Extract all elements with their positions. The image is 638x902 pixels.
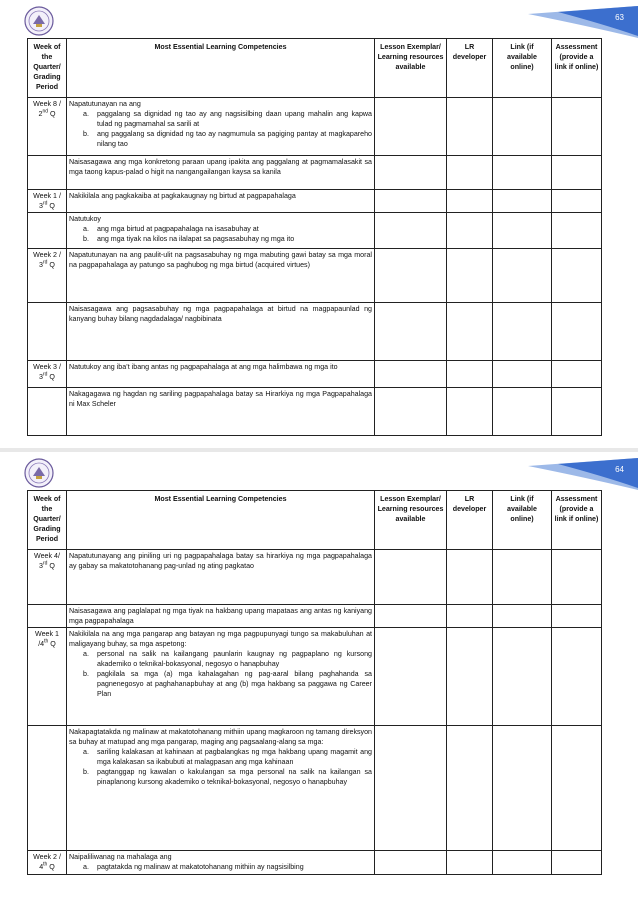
table-row <box>28 249 602 303</box>
link-cell <box>493 98 552 156</box>
quarter-label <box>30 561 64 571</box>
lesson-exemplar-cell <box>375 851 447 875</box>
competency-cell <box>67 190 375 213</box>
page-corner-ribbon <box>528 458 638 490</box>
competency-text: Nakikilala na ang mga pangarap ang batayan ng mga pagpupunyagi tungo sa makabuluhan at maligayang buhay, sa mga aspetong: <box>69 630 372 648</box>
competency-text: Naisasagawa ang mga konkretong paraan upang ipakita ang paggalang at pagmamalasakit sa mga taong kapus-palad o higit na nangangailangan kaysa sa kanila <box>69 158 372 176</box>
lesson-exemplar-cell <box>375 156 447 190</box>
table-row <box>28 388 602 436</box>
header-link: Link (if available online) <box>493 491 552 550</box>
week-cell <box>28 213 67 249</box>
competency-cell <box>67 628 375 726</box>
assessment-cell <box>552 156 602 190</box>
competency-text: Napatutunayang ang piniling uri ng pagpapahalaga batay sa hirarkiya ng mga pagpapahalaga ay gabay sa makatotohanang pag-unlad ng ating pagkatao <box>69 552 372 570</box>
lr-developer-cell <box>447 190 493 213</box>
table-row <box>28 98 602 156</box>
quarter-tail: Q <box>47 863 55 871</box>
quarter-tail: Q <box>47 373 55 381</box>
subitem-letter: b. <box>83 130 89 138</box>
competency-text: Naisasagawa ang pagsasabuhay ng mga pagpapahalaga at birtud na magpapaunlad ng kanyang buhay bilang nagdadalaga/ nagbibinata <box>69 305 372 323</box>
assessment-cell <box>552 851 602 875</box>
header-assessment: Assessment (provide a link if online) <box>552 491 602 550</box>
header-competencies: Most Essential Learning Competencies <box>67 39 375 98</box>
link-cell <box>493 726 552 851</box>
week-label: Week 2 / <box>33 251 61 259</box>
lesson-exemplar-cell <box>375 605 447 628</box>
quarter-suffix: rd <box>43 560 48 567</box>
quarter-label <box>30 260 64 270</box>
competency-cell <box>67 98 375 156</box>
link-cell <box>493 213 552 249</box>
page-corner-ribbon <box>528 6 638 38</box>
assessment-cell <box>552 249 602 303</box>
week-label: Week 1 / <box>33 192 61 200</box>
header-lesson-exemplar: Lesson Exemplar/ Learning resources available <box>375 491 447 550</box>
page-number: 64 <box>615 465 624 474</box>
week-cell <box>28 303 67 361</box>
competency-subitem <box>69 129 372 149</box>
page-number: 63 <box>615 13 624 22</box>
link-cell <box>493 361 552 388</box>
competency-text: Napatutunayan na ang <box>69 100 141 108</box>
week-cell <box>28 628 67 726</box>
subitem-text: pagtatakda ng malinaw at makatotohanang mithiin ay nagsisilbing <box>97 863 304 871</box>
quarter-number: /4 <box>38 640 45 648</box>
lesson-exemplar-cell <box>375 628 447 726</box>
table-body <box>28 550 602 875</box>
competency-cell <box>67 388 375 436</box>
lr-developer-cell <box>447 249 493 303</box>
subitem-letter: a. <box>83 110 89 118</box>
competency-subitem <box>69 234 372 244</box>
subitem-letter: a. <box>83 650 89 658</box>
quarter-label <box>30 201 64 211</box>
subitem-letter: a. <box>83 863 89 871</box>
table-row <box>28 605 602 628</box>
lr-developer-cell <box>447 550 493 605</box>
competency-cell <box>67 249 375 303</box>
table-row <box>28 213 602 249</box>
week-label: Week 2 / <box>33 853 61 861</box>
week-cell <box>28 388 67 436</box>
quarter-tail: Q <box>48 640 56 648</box>
subitem-text: ang paggalang sa dignidad ng tao ay nagmumula sa pagiging pantay at magkapareho nilang tao <box>97 130 372 148</box>
link-cell <box>493 605 552 628</box>
link-cell <box>493 190 552 213</box>
header-link: Link (if available online) <box>493 39 552 98</box>
table-row <box>28 361 602 388</box>
week-cell <box>28 190 67 213</box>
quarter-number: 3 <box>39 261 43 269</box>
lr-developer-cell <box>447 213 493 249</box>
table-row <box>28 156 602 190</box>
assessment-cell <box>552 98 602 156</box>
link-cell <box>493 303 552 361</box>
lr-developer-cell <box>447 726 493 851</box>
week-cell <box>28 156 67 190</box>
subitem-text: ang mga tiyak na kilos na ilalapat sa pagsasabuhay ng mga ito <box>97 235 295 243</box>
subitem-letter: b. <box>83 768 89 776</box>
header-lr-developer: LR developer <box>447 491 493 550</box>
quarter-label <box>30 109 64 119</box>
lesson-exemplar-cell <box>375 303 447 361</box>
competency-cell <box>67 303 375 361</box>
subitem-text: personal na salik na kailangang paunlarin kaugnay ng pagpaplano ng kursong akademiko o teknikal-bokasyonal, negosyo o hanapbuhay <box>97 650 372 668</box>
competency-text: Nakagagawa ng hagdan ng sariling pagpapahalaga batay sa Hirarkiya ng mga Pagpapahalaga ni Max Scheler <box>69 390 372 408</box>
lesson-exemplar-cell <box>375 361 447 388</box>
link-cell <box>493 388 552 436</box>
subitem-letter: a. <box>83 748 89 756</box>
assessment-cell <box>552 605 602 628</box>
table-header-row <box>28 491 602 550</box>
link-cell <box>493 550 552 605</box>
quarter-label <box>30 862 64 872</box>
competency-cell <box>67 550 375 605</box>
quarter-label <box>30 372 64 382</box>
table-row <box>28 726 602 851</box>
quarter-suffix: th <box>44 638 49 645</box>
melc-table <box>27 38 602 436</box>
header-week: Week of the Quarter/ Grading Period <box>28 39 67 98</box>
quarter-tail: Q <box>48 110 56 118</box>
subitem-letter: b. <box>83 670 89 678</box>
lr-developer-cell <box>447 851 493 875</box>
page-64 <box>0 452 638 900</box>
week-cell <box>28 361 67 388</box>
lesson-exemplar-cell <box>375 213 447 249</box>
week-label: Week 8 / <box>33 100 61 108</box>
quarter-label <box>30 639 64 649</box>
lr-developer-cell <box>447 628 493 726</box>
week-label: Week 3 / <box>33 363 61 371</box>
competency-cell <box>67 361 375 388</box>
competency-subitem <box>69 767 372 787</box>
week-cell <box>28 851 67 875</box>
lesson-exemplar-cell <box>375 550 447 605</box>
header-lr-developer: LR developer <box>447 39 493 98</box>
competency-subitem <box>69 649 372 669</box>
quarter-number: 3 <box>39 202 43 210</box>
assessment-cell <box>552 550 602 605</box>
week-label: Week 4/ <box>34 552 60 560</box>
header-lesson-exemplar: Lesson Exemplar/ Learning resources available <box>375 39 447 98</box>
lr-developer-cell <box>447 156 493 190</box>
lr-developer-cell <box>447 361 493 388</box>
competency-subitem <box>69 669 372 699</box>
competency-subitem <box>69 224 372 234</box>
deped-seal-logo <box>24 458 54 488</box>
subitem-letter: a. <box>83 225 89 233</box>
table-row <box>28 303 602 361</box>
assessment-cell <box>552 190 602 213</box>
quarter-number: 2 <box>38 110 43 118</box>
lesson-exemplar-cell <box>375 190 447 213</box>
page-63 <box>0 0 638 448</box>
assessment-cell <box>552 213 602 249</box>
competency-cell <box>67 851 375 875</box>
quarter-suffix: th <box>43 861 48 868</box>
link-cell <box>493 156 552 190</box>
lr-developer-cell <box>447 98 493 156</box>
week-cell <box>28 550 67 605</box>
lr-developer-cell <box>447 388 493 436</box>
week-cell <box>28 605 67 628</box>
competency-cell <box>67 726 375 851</box>
lesson-exemplar-cell <box>375 249 447 303</box>
link-cell <box>493 249 552 303</box>
quarter-number: 4 <box>39 863 44 871</box>
subitem-letter: b. <box>83 235 89 243</box>
assessment-cell <box>552 303 602 361</box>
melc-table <box>27 490 602 875</box>
quarter-suffix: rd <box>43 259 48 266</box>
week-label: Week 1 <box>35 630 59 638</box>
competency-text: Nakikilala ang pagkakaiba at pagkakaugnay ng birtud at pagpapahalaga <box>69 192 296 200</box>
competency-text: Natutukoy <box>69 215 101 223</box>
competency-cell <box>67 213 375 249</box>
subitem-text: paggalang sa dignidad ng tao ay ang nagsisilbing daan upang mahalin ang kapwa tulad ng pagmamahal sa sarili at <box>97 110 372 128</box>
link-cell <box>493 628 552 726</box>
subitem-text: pagtanggap ng kawalan o kakulangan sa mga personal na salik na kailangan sa pinaplanong kursong akademiko o teknikal-bokasyonal, negosyo o hanapbuhay <box>97 768 372 786</box>
competency-text: Naipaliliwanag na mahalaga ang <box>69 853 172 861</box>
quarter-number: 3 <box>39 373 43 381</box>
quarter-tail: Q <box>47 562 55 570</box>
header-assessment: Assessment (provide a link if online) <box>552 39 602 98</box>
table-header-row <box>28 39 602 98</box>
header-week: Week of the Quarter/ Grading Period <box>28 491 67 550</box>
table-row <box>28 628 602 726</box>
subitem-text: sariling kalakasan at kahinaan at pagbalangkas ng mga hakbang upang magamit ang mga kalakasan sa ikabubuti at malagpasan ang mga kahinaan <box>97 748 372 766</box>
lr-developer-cell <box>447 605 493 628</box>
quarter-suffix: nd <box>42 108 48 115</box>
table-row <box>28 190 602 213</box>
quarter-tail: Q <box>47 202 55 210</box>
quarter-suffix: rd <box>43 371 48 378</box>
subitem-text: ang mga birtud at pagpapahalaga na isasabuhay at <box>97 225 259 233</box>
quarter-number: 3 <box>39 562 43 570</box>
assessment-cell <box>552 388 602 436</box>
competency-cell <box>67 156 375 190</box>
lesson-exemplar-cell <box>375 388 447 436</box>
competency-subitem <box>69 109 372 129</box>
assessment-cell <box>552 628 602 726</box>
header-competencies: Most Essential Learning Competencies <box>67 491 375 550</box>
link-cell <box>493 851 552 875</box>
week-cell <box>28 98 67 156</box>
week-cell <box>28 726 67 851</box>
table-row <box>28 550 602 605</box>
week-cell <box>28 249 67 303</box>
assessment-cell <box>552 726 602 851</box>
competency-text: Natutukoy ang iba’t ibang antas ng pagpapahalaga at ang mga halimbawa ng mga ito <box>69 363 338 371</box>
competency-text: Naisasagawa ang paglalapat ng mga tiyak na hakbang upang mapataas ang antas ng kaniyang mga pagpapahalaga <box>69 607 372 625</box>
competency-cell <box>67 605 375 628</box>
deped-seal-logo <box>24 6 54 36</box>
table-row <box>28 851 602 875</box>
quarter-tail: Q <box>47 261 55 269</box>
subitem-text: pagkilala sa mga (a) mga kahalagahan ng pag-aaral bilang paghahanda sa pagnenegosyo at paghahanapbuhay at ang (b) mga hakbang sa paggawa ng Career Plan <box>97 670 372 698</box>
lesson-exemplar-cell <box>375 726 447 851</box>
lesson-exemplar-cell <box>375 98 447 156</box>
lr-developer-cell <box>447 303 493 361</box>
competency-text: Nakapagtatakda ng malinaw at makatotohanang mithiin upang magkaroon ng tamang direksyon sa buhay at matupad ang mga pangarap, maging ang pagsaalang-alang sa mga: <box>69 728 372 746</box>
quarter-suffix: rd <box>43 200 48 207</box>
assessment-cell <box>552 361 602 388</box>
table-body <box>28 98 602 436</box>
competency-subitem <box>69 747 372 767</box>
competency-subitem <box>69 862 372 872</box>
competency-text: Napatutunayan na ang paulit-ulit na pagsasabuhay ng mga mabuting gawi batay sa mga moral na pagpapahalaga ay patungo sa paghubog ng mga birtud (acquired virtues) <box>69 251 372 269</box>
